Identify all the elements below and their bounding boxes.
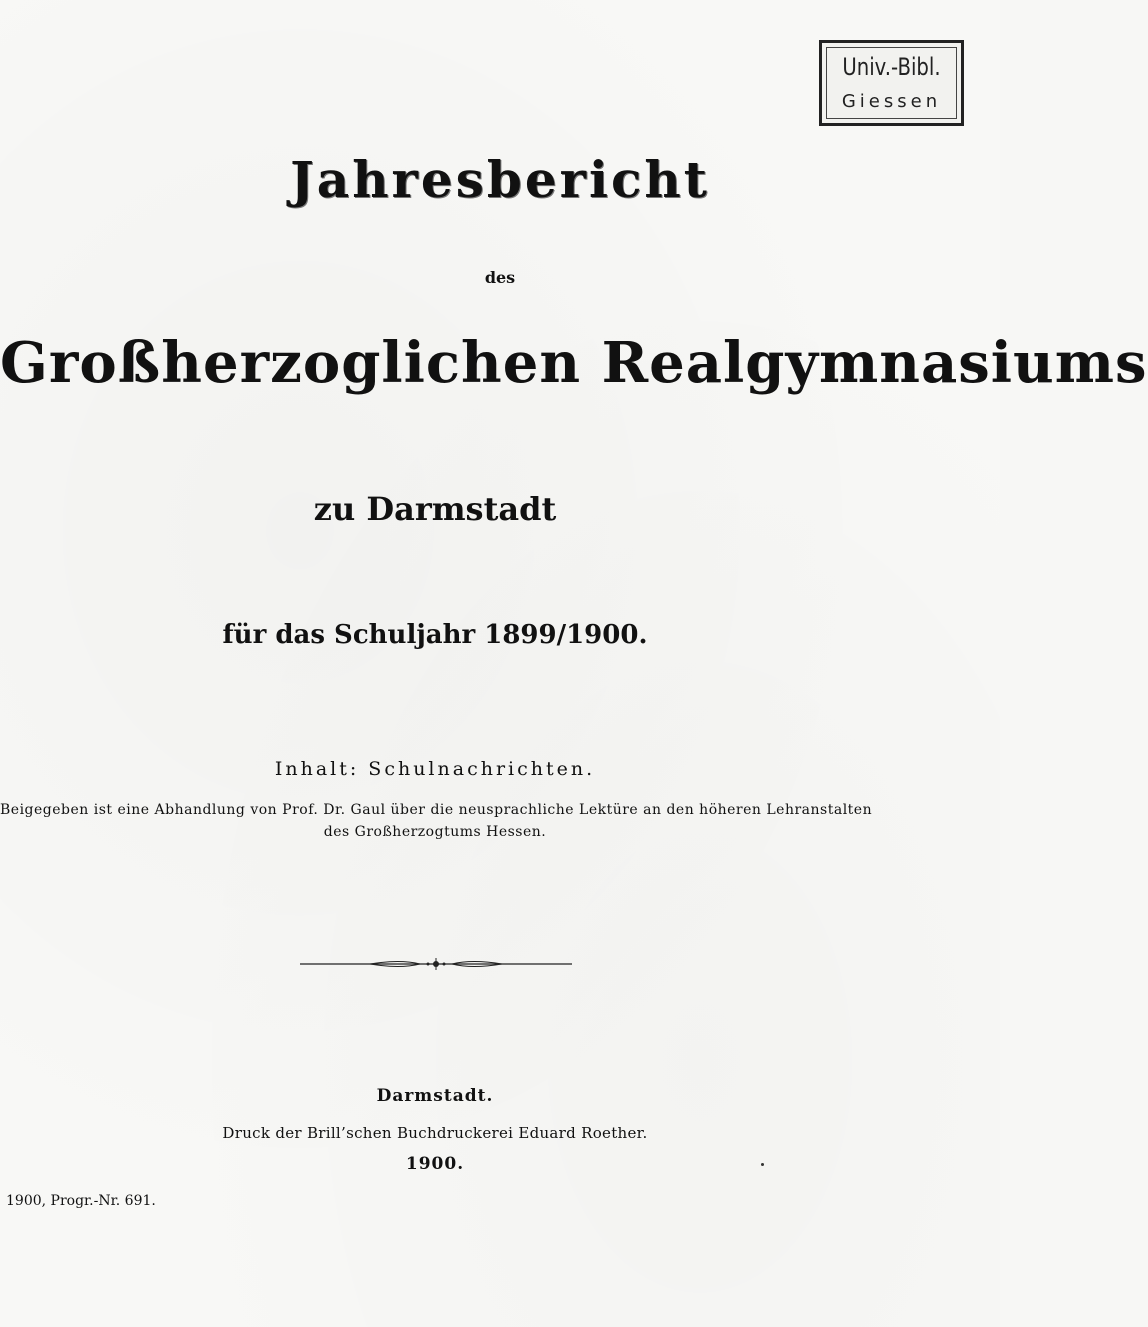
institution-city: zu Darmstadt [313, 490, 557, 528]
article-des: des [484, 268, 516, 287]
contents-line: Inhalt: Schulnachrichten. [274, 758, 596, 780]
stamp-library-name: Univ.-Bibl. [842, 53, 941, 81]
call-number: 1900, Progr.-Nr. 691. [6, 1193, 156, 1209]
imprint-printer: Druck der Brill’schen Buchdruckerei Eduard Roether. [222, 1124, 648, 1142]
ink-speck [761, 1163, 764, 1166]
supplement-line-2: des Großherzogtums Hessen. [323, 824, 547, 840]
imprint-year: 1900. [405, 1154, 465, 1174]
stamp-city: Giessen [841, 91, 942, 112]
library-stamp [819, 40, 964, 126]
supplement-line-1: Beigegeben ist eine Abhandlung von Prof. Dr. Gaul über die neusprachliche Lektüre an den höheren Lehranstalten [0, 802, 873, 818]
document-title: Jahresbericht [290, 150, 710, 209]
ornamental-rule [300, 955, 572, 973]
imprint-city: Darmstadt. [376, 1086, 494, 1106]
school-year: für das Schuljahr 1899/1900. [222, 620, 648, 650]
institution-name: Großherzoglichen Realgymnasiums [0, 330, 1148, 396]
